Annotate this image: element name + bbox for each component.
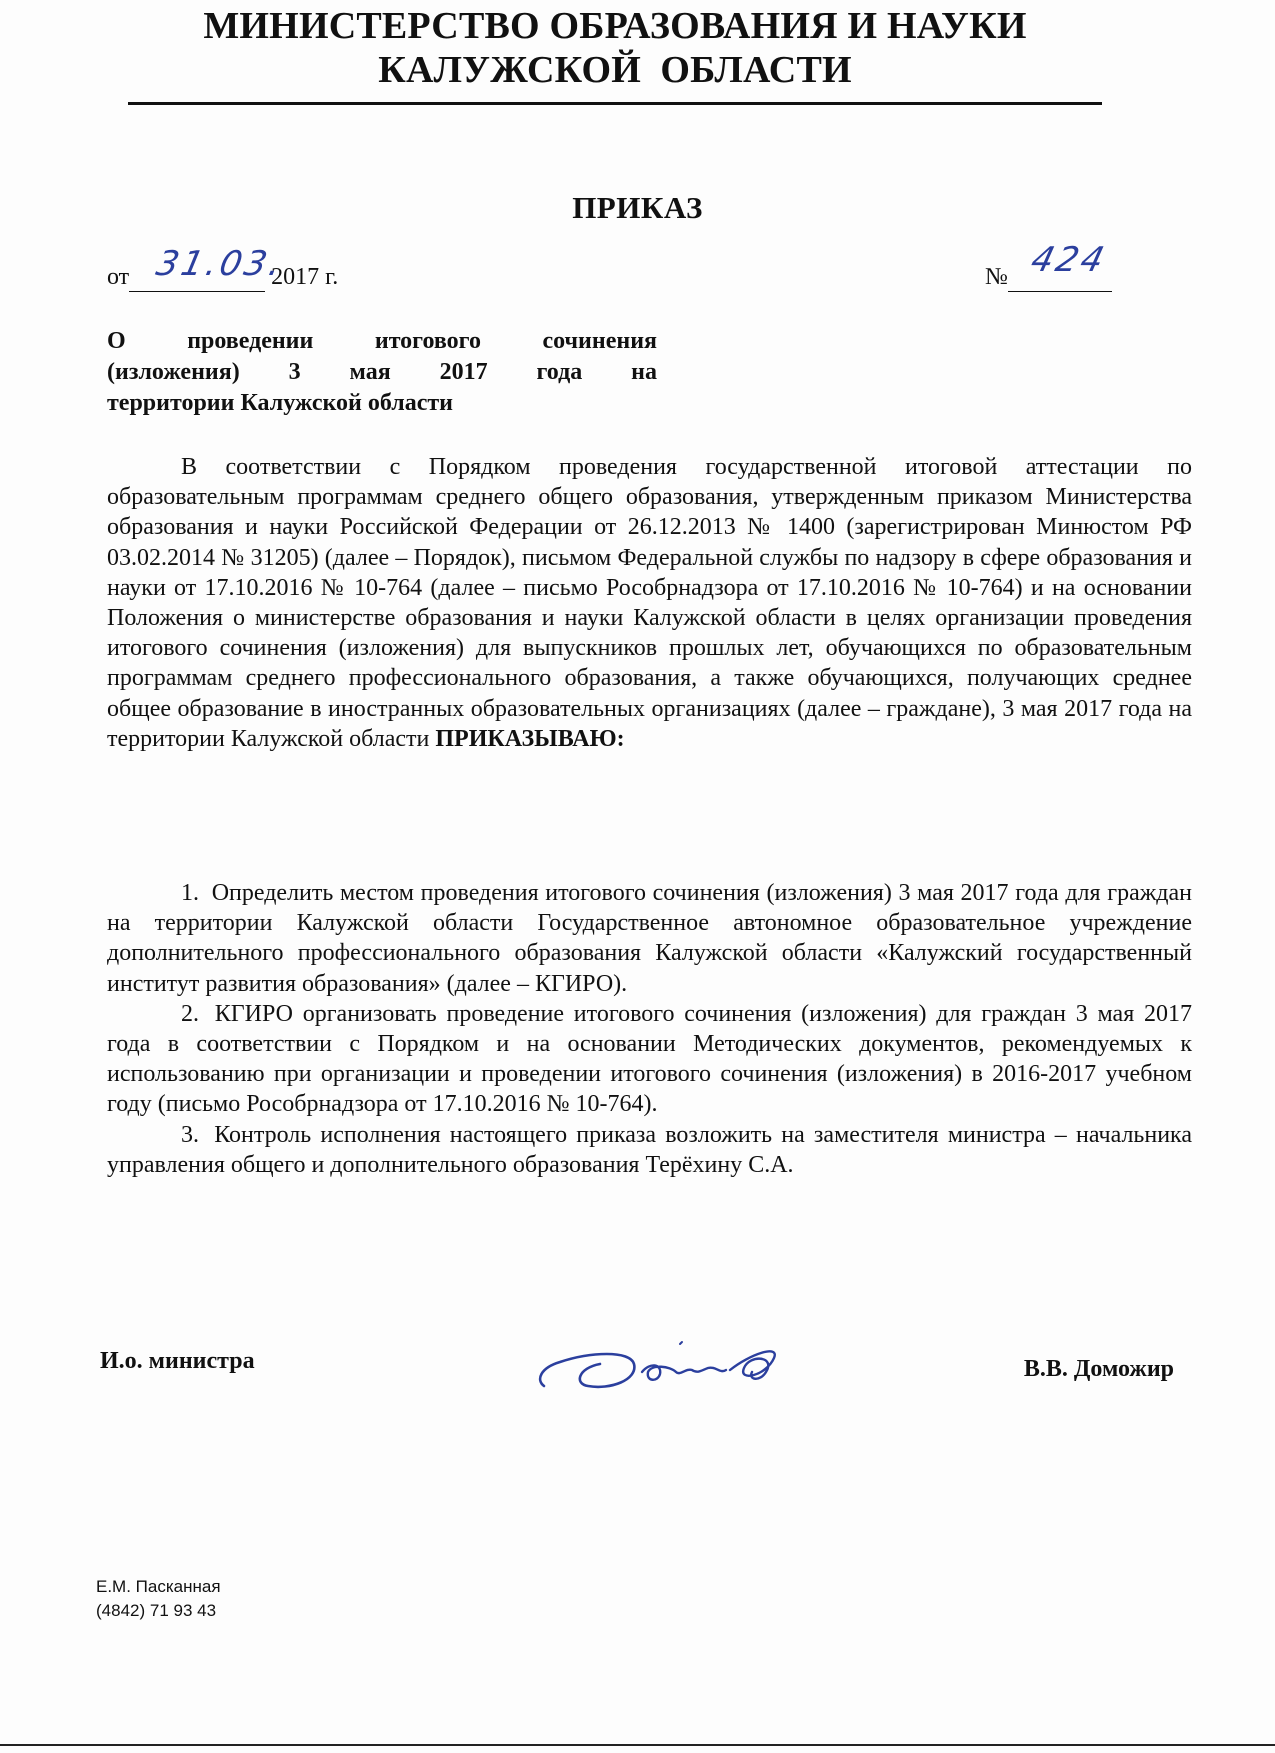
ministry-name-line2: КАЛУЖСКОЙ ОБЛАСТИ: [378, 49, 852, 91]
handwritten-date: 31.03.: [152, 244, 288, 284]
order-subject: [107, 326, 657, 419]
number-prefix: №: [985, 264, 1008, 290]
preamble-paragraph: [107, 452, 1192, 754]
order-items: [107, 878, 1192, 1180]
ministry-header: [120, 4, 1110, 92]
signatory-role: И.о. министра: [100, 1348, 255, 1374]
ministry-name-line1: МИНИСТЕРСТВО ОБРАЗОВАНИЯ И НАУКИ: [203, 5, 1027, 47]
item-number: 3.: [181, 1121, 199, 1148]
subject-line-1: О проведении итогового сочинения: [107, 328, 657, 354]
handwritten-number: 424: [1026, 240, 1111, 280]
order-keyword: ПРИКАЗЫВАЮ:: [435, 725, 625, 752]
order-item: [107, 1120, 1192, 1180]
item-text: Контроль исполнения настоящего приказа возложить на заместителя министра – начальника управления общего и дополнительного образования Терёхину С.А.: [107, 1121, 1193, 1178]
item-text: Определить местом проведения итогового сочинения (изложения) 3 мая 2017 года для граждан на территории Калужской области Государственное автономное образовательное учреждение дополнительного профессионального образования Калужской области «Калужский государственный институт развития образования» (далее – КГИРО).: [107, 880, 1193, 997]
order-item: [107, 878, 1192, 999]
page-bottom-edge: [0, 1744, 1275, 1746]
handwritten-signature: [530, 1324, 800, 1404]
date-year: 2017 г.: [265, 264, 339, 290]
order-date: [107, 244, 339, 292]
item-number: 2.: [181, 1000, 199, 1027]
executor-name: Е.М. Пасканная: [96, 1577, 221, 1596]
executor-phone: (4842) 71 93 43: [96, 1601, 217, 1620]
number-field: [1008, 240, 1112, 292]
subject-line-3: территории Калужской области: [107, 390, 453, 416]
order-item: [107, 999, 1192, 1120]
date-prefix: от: [107, 264, 130, 290]
date-field: [129, 244, 288, 292]
header-divider: [128, 102, 1102, 105]
preamble-text: В соответствии с Порядком проведения государственной итоговой аттестации по образовательным программам среднего общего образования, утвержденным приказом Министерства образования и науки Российской Федерации от 26.12.2013 № 1400 (зарегистрирован Минюстом РФ 03.02.2014 № 31205) (далее – Порядок), письмом Федеральной службы по надзору в сфере образования и науки от 17.10.2016 № 10-764 (далее – письмо Рособрнадзора от 17.10.2016 № 10-764) и на основании Положения о министерстве образования и науки Калужской области в целях организации проведения итогового сочинения (изложения) для выпускников прошлых лет, обучающихся по образовательным программам среднего профессионального образования, а также обучающихся, получающих среднее общее образование в иностранных образовательных организациях (далее – граждане), 3 мая 2017 года на территории Калужской области: [107, 454, 1192, 752]
item-number: 1.: [181, 880, 199, 906]
subject-line-2: (изложения) 3 мая 2017 года на: [107, 359, 657, 385]
signatory-name: В.В. Доможир: [1023, 1356, 1174, 1382]
item-text: КГИРО организовать проведение итогового сочинения (изложения) для граждан 3 мая 2017 года в соответствии с Порядком и на основании Методических документов, рекомендуемых к использованию при организации и проведении итогового сочинения (изложения) в 2016-2017 учебном году (письмо Рособрнадзора от 17.10.2016 № 10-764).: [107, 1000, 1193, 1118]
document-title: ПРИКАЗ: [572, 190, 703, 225]
order-number: [985, 240, 1112, 292]
signature-block: [100, 1336, 1190, 1416]
executor-contact: [96, 1575, 221, 1623]
